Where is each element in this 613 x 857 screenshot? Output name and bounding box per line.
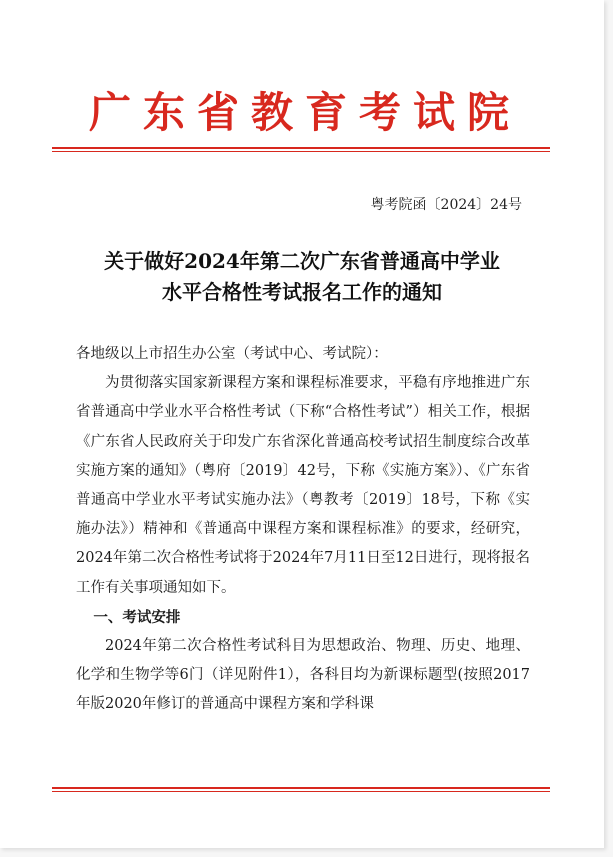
letterhead-rule-thick (52, 147, 550, 149)
document-body (76, 340, 530, 720)
body-paragraph-2: 2024年第二次合格性考试科目为思想政治、物理、历史、地理、化学和生物学等6门（详见附件1），各科目均为新课标题型(按照2017年版2020年修订的普通高中课程方案和学科课 (76, 638, 530, 713)
footer-rule-thick (52, 787, 550, 789)
document-title-line-2: 水平合格性考试报名工作的通知 (162, 280, 442, 304)
document-title (62, 246, 542, 308)
section-heading-1: 一、考试安排 (93, 608, 181, 626)
document-title-line-1: 关于做好2024年第二次广东省普通高中学业 (104, 249, 500, 273)
document-number: 粤考院函〔2024〕24号 (370, 197, 522, 213)
body-paragraph-1: 为贯彻落实国家新课程方案和课程标准要求，平稳有序地推进广东省普通高中学业水平合格性考试（下称“合格性考试”）相关工作，根据《广东省人民政府关于印发广东省深化普通高校考试招生制度综合改革实施方案的通知》（粤府〔2019〕42号，下称《实施方案》）、《广东省普通高中学业水平考试实施办法》（粤教考〔2019〕18号，下称《实施办法》）精神和《普通高中课程方案和课程标准》的要求，经研究，2024年第二次合格性考试将于2024年7月11日至12日进行，现将报名工作有关事项通知如下。 (76, 375, 530, 596)
salutation: 各地级以上市招生办公室（考试中心、考试院）： (76, 346, 388, 362)
footer-rule-thin (52, 791, 550, 792)
letterhead-title: 广东省教育考试院 (88, 88, 521, 137)
letterhead-rule-thin (52, 151, 550, 152)
